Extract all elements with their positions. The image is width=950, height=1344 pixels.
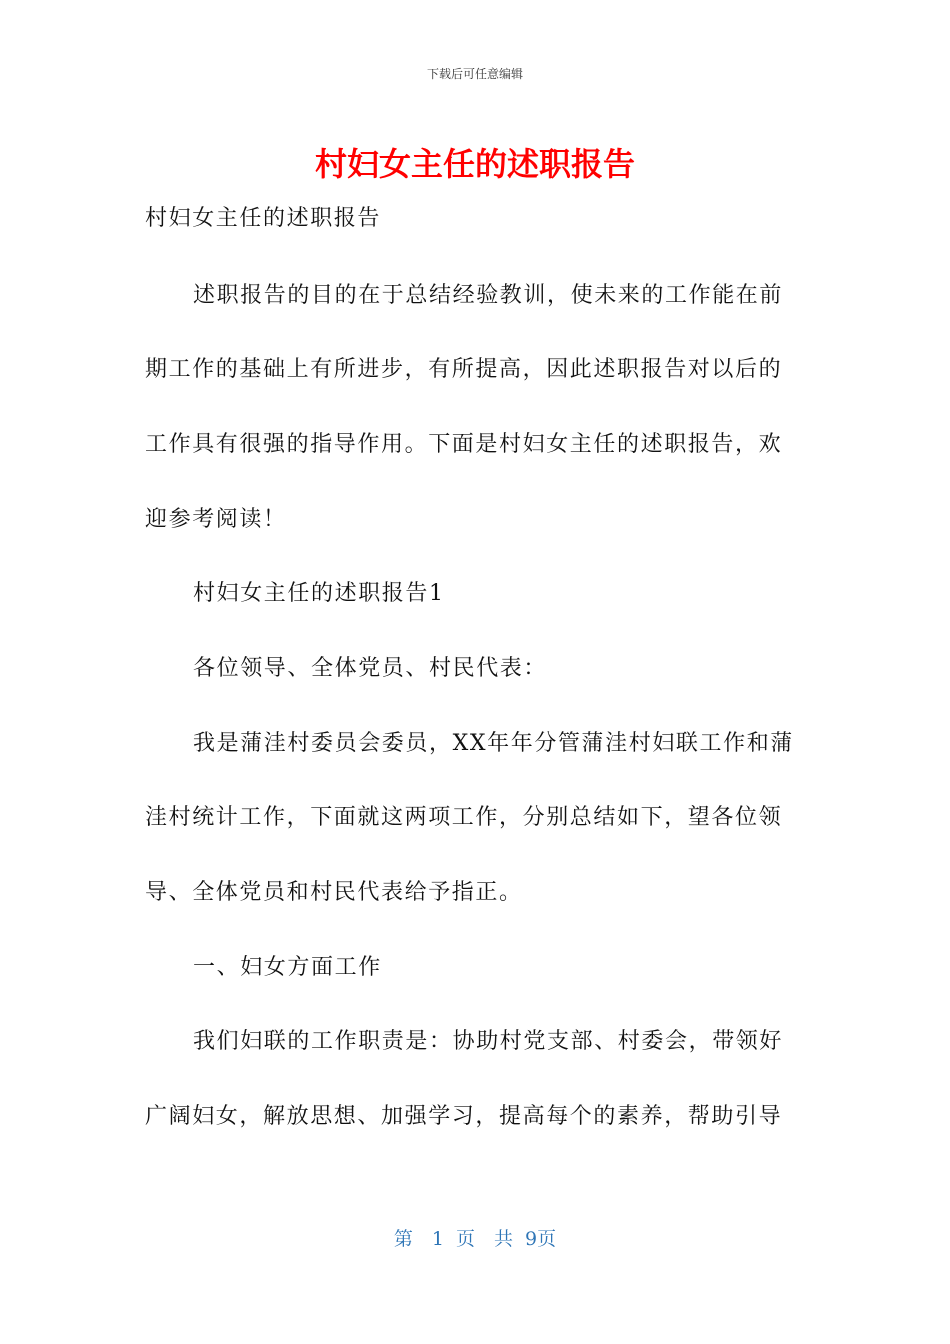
paragraph-line: 广阔妇女，解放思想、加强学习，提高每个的素养，帮助引导 [145, 1104, 783, 1129]
paragraph-line: 导、全体党员和村民代表给予指正。 [145, 880, 523, 905]
paragraph-line: 工作具有很强的指导作用。下面是村妇女主任的述职报告，欢 [145, 432, 783, 457]
header-note: 下载后可任意编辑 [426, 67, 523, 81]
document-title: 村妇女主任的述职报告 [314, 145, 635, 183]
page-number-footer: 第 1 页 共 9页 [393, 1228, 557, 1250]
paragraph-line: 我是蒲洼村委员会委员，XX年年分管蒲洼村妇联工作和蒲 [193, 731, 794, 756]
paragraph-line: 我们妇联的工作职责是：协助村党支部、村委会，带领好 [193, 1029, 784, 1054]
paragraph-line: 迎参考阅读！ [145, 507, 287, 532]
salutation-line: 各位领导、全体党员、村民代表： [193, 656, 548, 681]
paragraph-line: 述职报告的目的在于总结经验教训，使未来的工作能在前 [193, 283, 784, 308]
section-heading: 村妇女主任的述职报告1 [193, 581, 445, 606]
subtitle-line: 村妇女主任的述职报告 [145, 206, 382, 231]
paragraph-line: 期工作的基础上有所进步，有所提高，因此述职报告对以后的 [145, 357, 783, 382]
paragraph-line: 洼村统计工作，下面就这两项工作，分别总结如下，望各位领 [145, 805, 783, 830]
section-heading: 一、妇女方面工作 [193, 955, 382, 980]
